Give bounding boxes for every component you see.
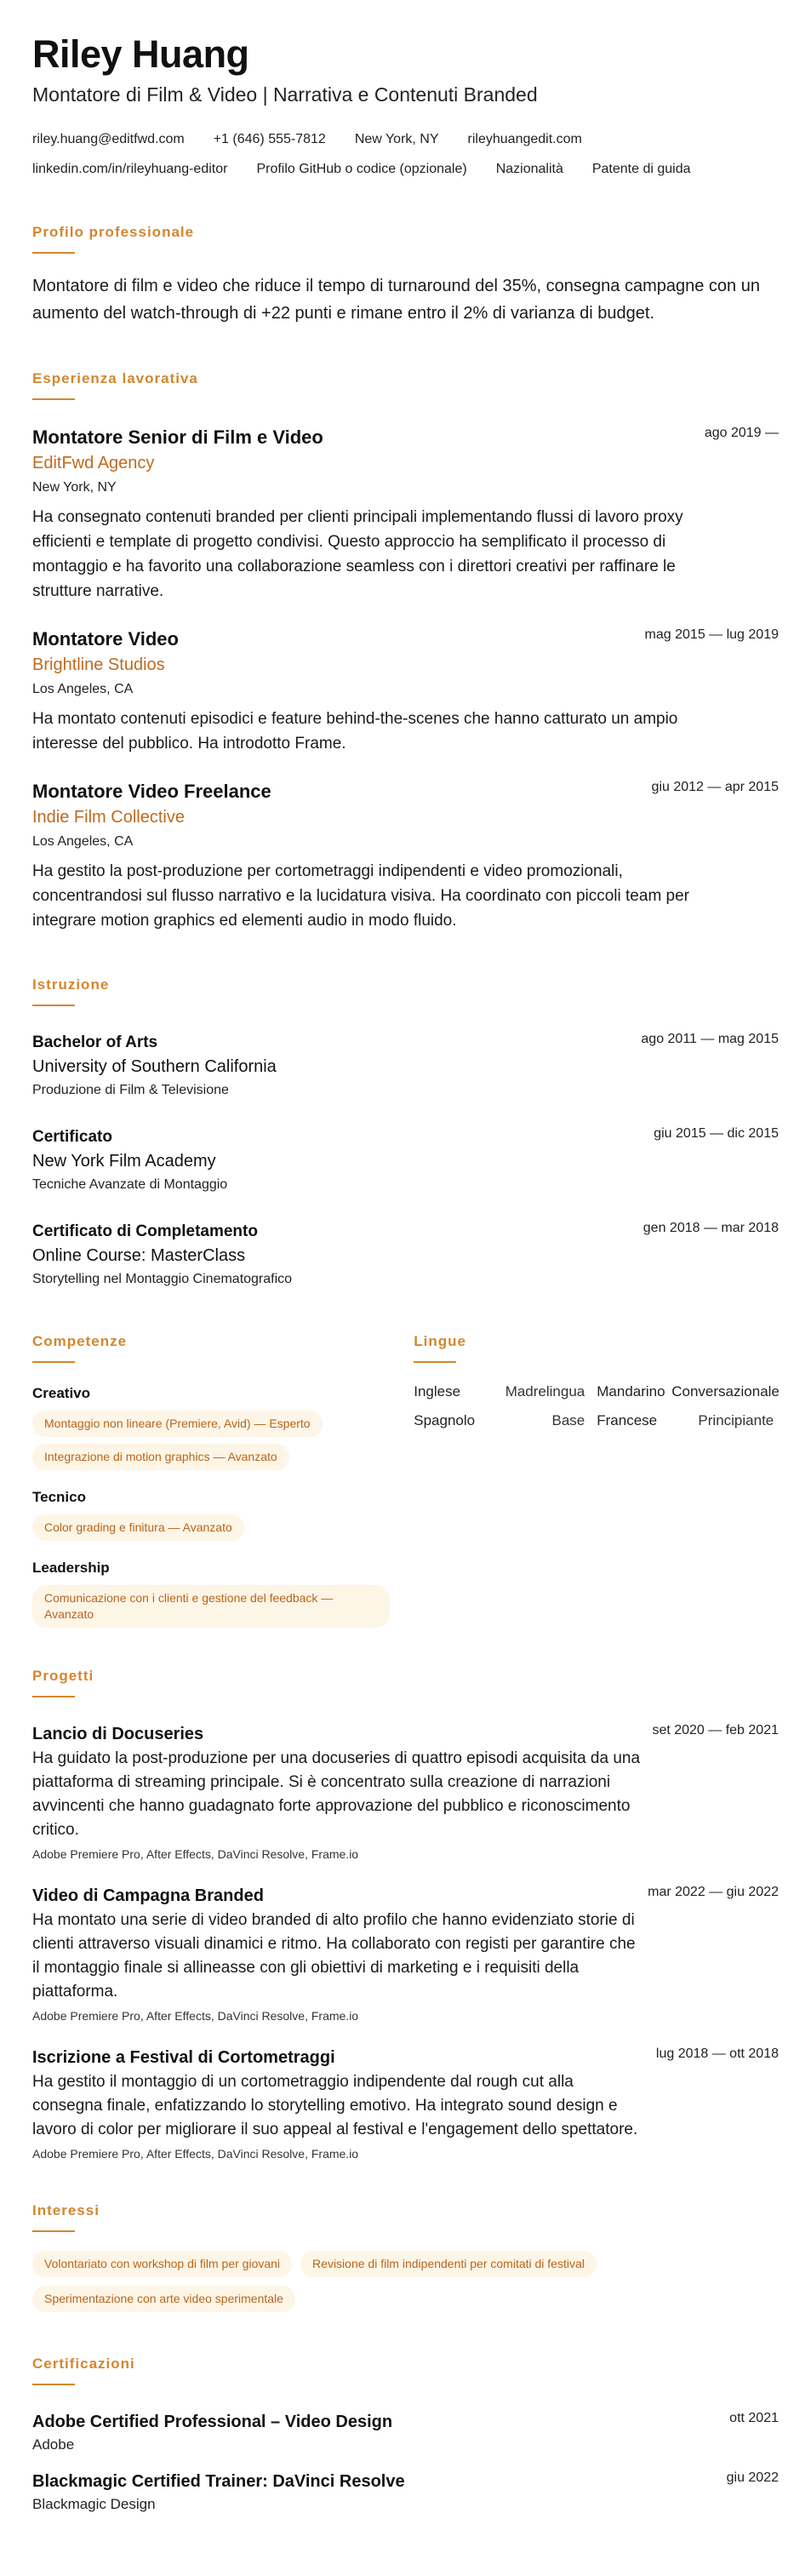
interest-chip: Revisione di film indipendenti per comitati di festival bbox=[300, 2251, 597, 2277]
experience-role: Montatore Video Freelance bbox=[32, 781, 271, 802]
section-rule bbox=[414, 1361, 456, 1363]
education-date: giu 2015 — dic 2015 bbox=[654, 1126, 779, 1141]
skills-languages-section bbox=[32, 1332, 779, 1628]
language-level: Principiante bbox=[698, 1412, 774, 1428]
language-name: Inglese bbox=[414, 1383, 461, 1400]
certification-item bbox=[32, 2411, 779, 2455]
certification-date: ott 2021 bbox=[729, 2411, 779, 2425]
resume-header bbox=[32, 32, 779, 184]
education-field: Produzione di Film & Televisione bbox=[32, 1083, 229, 1097]
experience-location: Los Angeles, CA bbox=[32, 834, 134, 849]
education-item bbox=[32, 1126, 779, 1195]
experience-description: Ha montato contenuti episodici e feature behind-the-scenes che hanno catturato un ampio interesse del pubblico. Ha introdotto Frame. bbox=[32, 710, 678, 753]
section-title-languages: Lingue bbox=[414, 1333, 466, 1349]
project-item bbox=[32, 1885, 779, 2024]
experience-item bbox=[32, 780, 779, 933]
experience-description: Ha gestito la post-produzione per cortometraggi indipendenti e video promozionali, concentrandosi sul flusso narrativo e la lucidatura visiva. Ha coordinato con piccoli team per integrare motion graphics ed elementi audio in modo fluido. bbox=[32, 862, 690, 930]
experience-date: giu 2012 — apr 2015 bbox=[651, 780, 779, 794]
section-title-certifications: Certificazioni bbox=[32, 2356, 135, 2372]
certifications-section bbox=[32, 2355, 779, 2515]
project-item bbox=[32, 2046, 779, 2162]
contact-website[interactable]: rileyhuangedit.com bbox=[467, 132, 582, 146]
section-rule bbox=[32, 1361, 75, 1363]
contact-list bbox=[32, 124, 779, 184]
experience-item bbox=[32, 426, 779, 604]
skill-group bbox=[32, 1558, 414, 1628]
skill-chip-list bbox=[32, 1514, 398, 1541]
section-title-interests: Interessi bbox=[32, 2202, 100, 2218]
candidate-name: Riley Huang bbox=[32, 32, 249, 76]
contact-license: Patente di guida bbox=[591, 162, 691, 176]
contact-linkedin[interactable]: linkedin.com/in/rileyhuang-editor bbox=[32, 162, 228, 176]
contact-email[interactable]: riley.huang@editfwd.com bbox=[32, 132, 185, 146]
experience-company: Brightline Studios bbox=[32, 655, 165, 674]
project-tech: Adobe Premiere Pro, After Effects, DaVinci Resolve, Frame.io bbox=[32, 2147, 359, 2161]
section-title-education: Istruzione bbox=[32, 976, 110, 993]
experience-description: Ha consegnato contenuti branded per clienti principali implementando flussi di lavoro proxy efficienti e template di progetto condivisi. Questo approccio ha semplificato il processo di montaggio e ha favorito una collaborazione seamless con i direttori creativi per raffinare le strutture narrative. bbox=[32, 508, 683, 600]
skill-chip: Montaggio non lineare (Premiere, Avid) — Esperto bbox=[32, 1411, 323, 1437]
interest-chip-list bbox=[32, 2251, 730, 2312]
candidate-headline: Montatore di Film & Video | Narrativa e Contenuti Branded bbox=[32, 83, 538, 106]
experience-date: mag 2015 — lug 2019 bbox=[644, 627, 779, 642]
education-degree: Certificato bbox=[32, 1128, 112, 1146]
interests-section bbox=[32, 2201, 779, 2312]
experience-section bbox=[32, 369, 779, 933]
section-rule bbox=[32, 252, 75, 254]
language-level: Madrelingua bbox=[505, 1383, 585, 1400]
project-name: Lancio di Docuseries bbox=[32, 1725, 204, 1743]
language-level: Conversazionale bbox=[671, 1383, 780, 1400]
skill-group-name: Tecnico bbox=[32, 1489, 86, 1505]
project-tech: Adobe Premiere Pro, After Effects, DaVinci Resolve, Frame.io bbox=[32, 1847, 359, 1861]
contact-phone[interactable]: +1 (646) 555-7812 bbox=[213, 132, 326, 146]
education-item bbox=[32, 1221, 779, 1290]
language-table bbox=[414, 1383, 779, 1429]
experience-date: ago 2019 — bbox=[704, 426, 779, 440]
profile-summary: Montatore di film e video che riduce il tempo di turnaround del 35%, consegna campagne con un aumento del watch-through di +22 punti e rimane entro il 2% di varianza di budget. bbox=[32, 277, 760, 323]
certification-issuer: Blackmagic Design bbox=[32, 2496, 156, 2512]
interest-chip: Volontariato con workshop di film per giovani bbox=[32, 2251, 292, 2277]
education-institution: New York Film Academy bbox=[32, 1152, 216, 1171]
project-date: set 2020 — feb 2021 bbox=[652, 1723, 779, 1737]
interest-chip: Sperimentazione con arte video sperimentale bbox=[32, 2286, 295, 2312]
project-date: mar 2022 — giu 2022 bbox=[648, 1885, 779, 1899]
education-field: Storytelling nel Montaggio Cinematografico bbox=[32, 1272, 293, 1286]
experience-item bbox=[32, 627, 779, 756]
section-rule bbox=[32, 2384, 75, 2385]
contact-location: New York, NY bbox=[354, 132, 439, 146]
language-level: Base bbox=[551, 1412, 585, 1428]
project-item bbox=[32, 1723, 779, 1863]
section-rule bbox=[32, 1005, 75, 1006]
skill-chip: Integrazione di motion graphics — Avanzato bbox=[32, 1444, 289, 1470]
experience-role: Montatore Video bbox=[32, 628, 179, 650]
experience-location: Los Angeles, CA bbox=[32, 682, 134, 696]
projects-section bbox=[32, 1667, 779, 2162]
skill-chip-list bbox=[32, 1411, 398, 1470]
skills-column bbox=[32, 1332, 414, 1628]
education-field: Tecniche Avanzate di Montaggio bbox=[32, 1177, 228, 1192]
contact-github[interactable]: Profilo GitHub o codice (opzionale) bbox=[256, 162, 467, 176]
experience-company: Indie Film Collective bbox=[32, 808, 185, 827]
certification-date: giu 2022 bbox=[726, 2470, 779, 2485]
contact-nationality: Nazionalità bbox=[495, 162, 563, 176]
skill-group bbox=[32, 1383, 414, 1470]
skill-chip: Comunicazione con i clienti e gestione del feedback — Avanzato bbox=[32, 1585, 390, 1628]
project-description: Ha gestito il montaggio di un cortometraggio indipendente dal rough cut alla consegna finale, enfatizzando lo storytelling emotivo. Ha integrato sound design e lavoro di color per migliorare il suo appeal al festival e l'engagement dello spettatore. bbox=[32, 2073, 638, 2138]
section-rule bbox=[32, 2230, 75, 2232]
project-name: Video di Campagna Branded bbox=[32, 1886, 264, 1905]
language-name: Francese bbox=[597, 1412, 658, 1428]
language-name: Mandarino bbox=[597, 1383, 665, 1400]
experience-location: New York, NY bbox=[32, 480, 117, 495]
project-date: lug 2018 — ott 2018 bbox=[655, 2046, 779, 2061]
certification-name: Adobe Certified Professional – Video Design bbox=[32, 2413, 393, 2431]
certification-name: Blackmagic Certified Trainer: DaVinci Resolve bbox=[32, 2472, 405, 2491]
education-institution: Online Course: MasterClass bbox=[32, 1246, 246, 1265]
section-title-experience: Esperienza lavorativa bbox=[32, 370, 198, 386]
education-section bbox=[32, 976, 779, 1290]
education-institution: University of Southern California bbox=[32, 1057, 277, 1076]
experience-company: EditFwd Agency bbox=[32, 454, 155, 472]
section-title-projects: Progetti bbox=[32, 1668, 94, 1684]
skill-group bbox=[32, 1487, 414, 1541]
education-item bbox=[32, 1032, 779, 1101]
education-degree: Certificato di Completamento bbox=[32, 1222, 258, 1240]
skill-group-name: Creativo bbox=[32, 1385, 91, 1401]
certification-issuer: Adobe bbox=[32, 2436, 75, 2453]
languages-column bbox=[414, 1332, 779, 1628]
experience-role: Montatore Senior di Film e Video bbox=[32, 426, 323, 448]
section-rule bbox=[32, 1696, 75, 1697]
project-name: Iscrizione a Festival di Cortometraggi bbox=[32, 2048, 335, 2067]
project-description: Ha montato una serie di video branded di alto profilo che hanno evidenziato storie di clienti attraverso visuali dinamici e ritmo. Ha collaborato con registi per garantire che il montaggio finale si allineasse con gli obiettivi di marketing e i requisiti della piattaforma. bbox=[32, 1911, 636, 2001]
language-name: Spagnolo bbox=[414, 1412, 476, 1428]
project-tech: Adobe Premiere Pro, After Effects, DaVinci Resolve, Frame.io bbox=[32, 2009, 359, 2023]
education-degree: Bachelor of Arts bbox=[32, 1033, 158, 1051]
skill-group-name: Leadership bbox=[32, 1560, 110, 1576]
education-date: ago 2011 — mag 2015 bbox=[641, 1032, 779, 1046]
skill-chip-list bbox=[32, 1585, 398, 1628]
project-description: Ha guidato la post-produzione per una docuseries di quattro episodi acquisita da una piattaforma di streaming principale. Si è concentrato sulla creazione di narrazioni avvincenti che hanno guadagnato forte approvazione del pubblico e riconoscimento critico. bbox=[32, 1749, 641, 1839]
section-title-skills: Competenze bbox=[32, 1333, 128, 1349]
section-title-profile: Profilo professionale bbox=[32, 224, 195, 240]
skill-chip: Color grading e finitura — Avanzato bbox=[32, 1514, 244, 1541]
education-date: gen 2018 — mar 2018 bbox=[643, 1221, 779, 1235]
section-rule bbox=[32, 398, 75, 400]
profile-section bbox=[32, 223, 779, 327]
certification-item bbox=[32, 2470, 779, 2515]
